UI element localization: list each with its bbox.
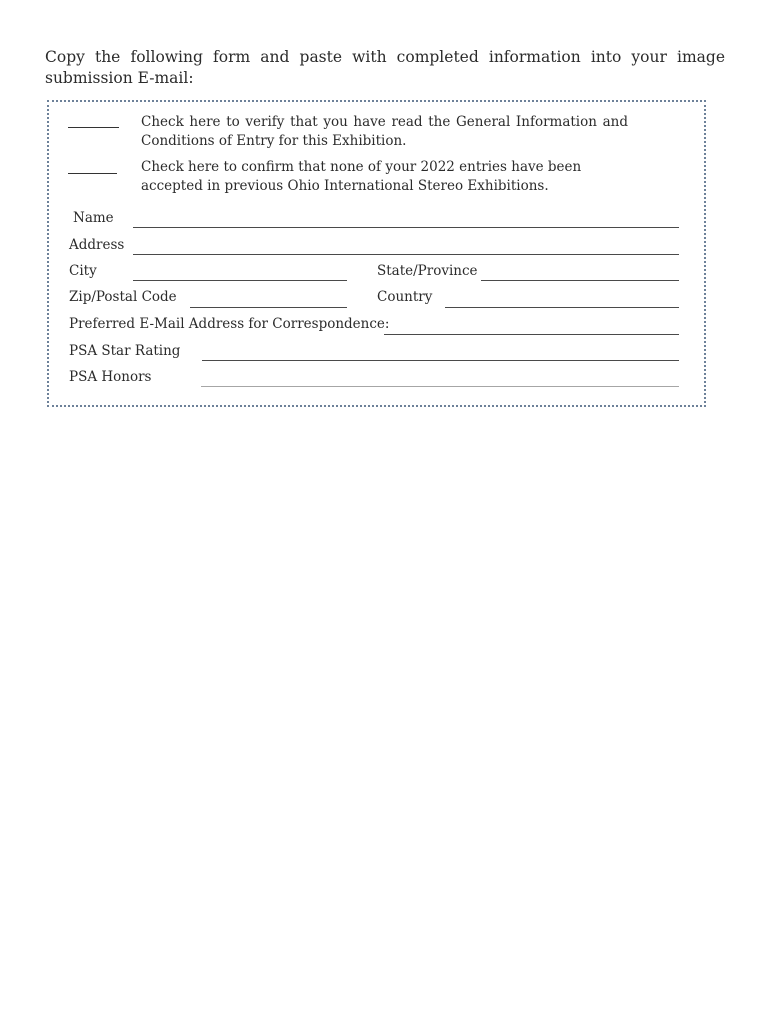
city-label: City [69, 263, 97, 279]
no-prior-acceptance-checkbox-line[interactable] [68, 173, 117, 174]
name-label: Name [73, 210, 114, 226]
country-field[interactable] [445, 307, 679, 308]
no-prior-acceptance-text: Check here to confirm that none of your 2022 entries have been accepted in previous Ohio International Stereo Exhibitions. [141, 159, 582, 194]
zip-postal-code-field[interactable] [190, 307, 347, 308]
name-field[interactable] [133, 227, 679, 228]
email-field[interactable] [384, 334, 679, 335]
zip-postal-code-label: Zip/Postal Code [69, 289, 177, 305]
address-field[interactable] [133, 254, 679, 255]
form-instructions: Copy the following form and paste with completed information into your image submission E-mail: [45, 48, 725, 87]
address-label: Address [69, 237, 125, 253]
read-conditions-checkbox-line[interactable] [68, 127, 119, 128]
psa-star-rating-field[interactable] [202, 360, 679, 361]
read-conditions-text: Check here to verify that you have read the General Information and Conditions of Entry for this Exhibition. [141, 114, 628, 149]
psa-honors-label: PSA Honors [69, 369, 152, 385]
city-field[interactable] [133, 280, 347, 281]
state-province-field[interactable] [481, 280, 679, 281]
psa-star-rating-label: PSA Star Rating [69, 343, 181, 359]
state-province-label: State/Province [377, 263, 478, 279]
country-label: Country [377, 289, 433, 305]
psa-honors-field[interactable] [201, 386, 679, 387]
email-label: Preferred E-Mail Address for Correspondence: [69, 316, 390, 332]
